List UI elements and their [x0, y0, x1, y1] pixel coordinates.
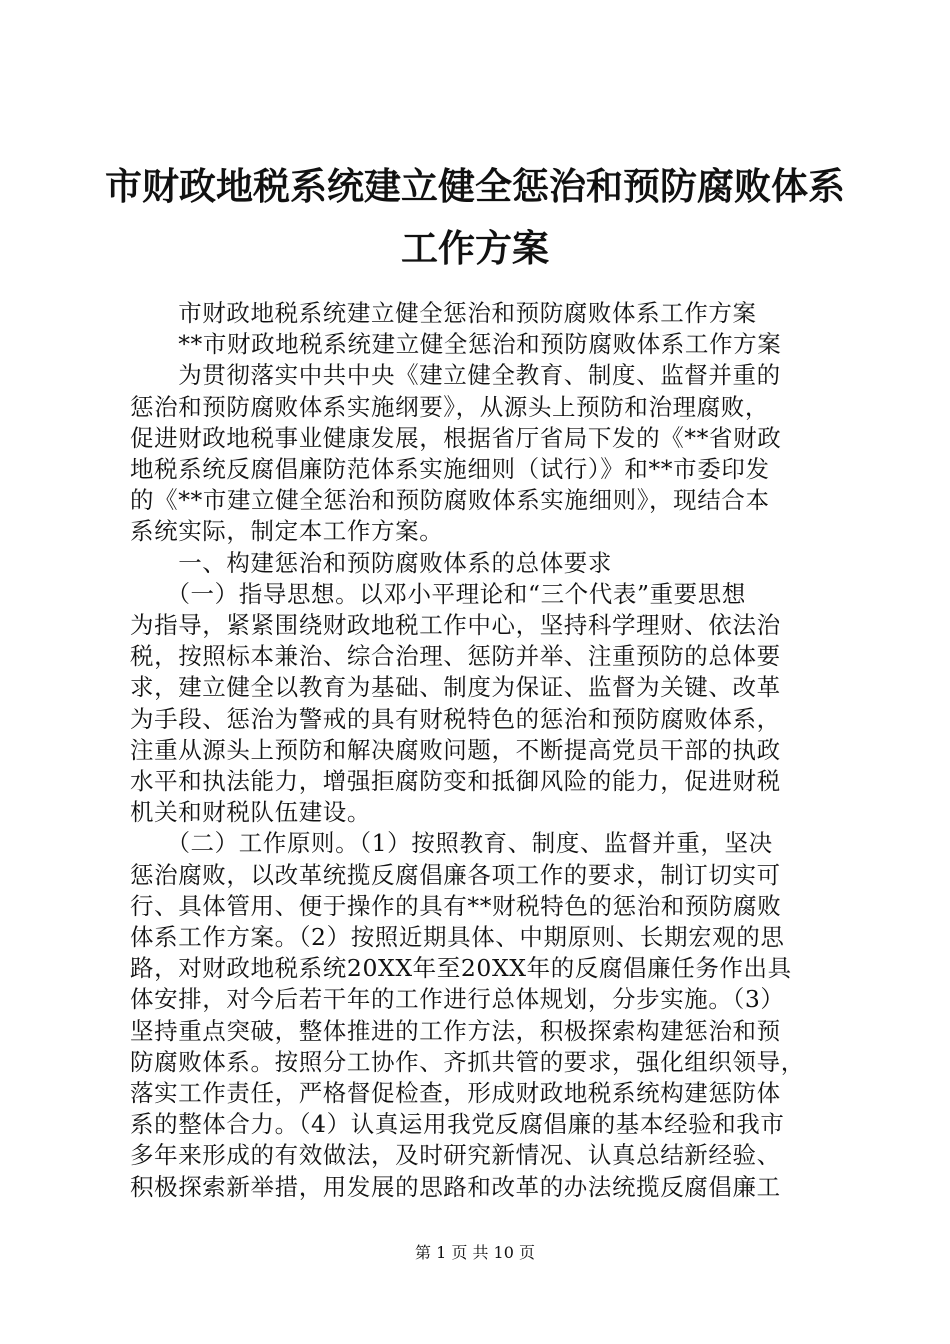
paragraph-line: 为指导，紧紧围绕财政地税工作中心，坚持科学理财、依法治: [130, 611, 781, 639]
paragraph-line: 系统实际，制定本工作方案。: [130, 517, 444, 546]
paragraph-line: 防腐败体系。按照分工协作、齐抓共管的要求，强化组织领导，: [130, 1047, 805, 1076]
paragraph-line: 注重从源头上预防和解决腐败问题，不断提高党员干部的执政: [130, 735, 781, 764]
paragraph-line: 地税系统反腐倡廉防范体系实施细则（试行）》和**市委印发: [130, 455, 770, 483]
paragraph-line: 落实工作责任，严格督促检查，形成财政地税系统构建惩防体: [130, 1079, 781, 1107]
paragraph-line: （一）指导思想。以邓小平理论和“三个代表”重要思想: [130, 579, 746, 608]
paragraph-line: 惩治腐败，以改革统揽反腐倡廉各项工作的要求，制订切实可: [130, 860, 781, 889]
paragraph-line: 积极探索新举措，用发展的思路和改革的办法统揽反腐倡廉工: [130, 1172, 781, 1201]
paragraph-line: 行、具体管用、便于操作的具有**财税特色的惩治和预防腐败: [130, 891, 782, 920]
paragraph-line: （二）工作原则。（1）按照教育、制度、监督并重，坚决: [130, 829, 773, 858]
document-title-line-2: 工作方案: [401, 226, 549, 270]
paragraph-line: 促进财政地税事业健康发展，根据省厅省局下发的《**省财政: [130, 423, 782, 452]
paragraph-line: 机关和财税队伍建设。: [130, 798, 371, 827]
paragraph-line: 多年来形成的有效做法，及时研究新情况、认真总结新经验、: [130, 1141, 781, 1170]
paragraph-line: 一、构建惩治和预防腐败体系的总体要求: [130, 548, 612, 577]
paragraph-line: 的《**市建立健全惩治和预防腐败体系实施细则》，现结合本: [130, 486, 770, 515]
paragraph-line: 为手段、惩治为警戒的具有财税特色的惩治和预防腐败体系，: [130, 704, 781, 733]
paragraph-line: 体系工作方案。（2）按照近期具体、中期原则、长期宏观的思: [130, 923, 785, 951]
paragraph-line: **市财政地税系统建立健全惩治和预防腐败体系工作方案: [130, 330, 782, 359]
paragraph-line: 求，建立健全以教育为基础、制度为保证、监督为关键、改革: [130, 673, 781, 702]
paragraph-line: 为贯彻落实中共中央《建立健全教育、制度、监督并重的: [130, 361, 781, 390]
paragraph-line: 水平和执法能力，增强拒腐防变和抵御风险的能力，促进财税: [130, 767, 781, 795]
paragraph-line: 路，对财政地税系统20XX年至20XX年的反腐倡廉任务作出具: [130, 954, 792, 983]
paragraph-line: 系的整体合力。（4）认真运用我党反腐倡廉的基本经验和我市: [130, 1110, 785, 1139]
paragraph-line: 体安排，对今后若干年的工作进行总体规划，分步实施。（3）: [130, 985, 785, 1014]
paragraph-line: 惩治和预防腐败体系实施纲要》，从源头上预防和治理腐败，: [130, 392, 769, 421]
paragraph-line: 坚持重点突破，整体推进的工作方法，积极探索构建惩治和预: [130, 1016, 781, 1045]
document-title-line-1: 市财政地税系统建立健全惩治和预防腐败体系: [105, 164, 845, 208]
paragraph-line: 税，按照标本兼治、综合治理、惩防并举、注重预防的总体要: [130, 642, 781, 671]
page-footer: 第 1 页 共 10 页: [415, 1243, 535, 1262]
paragraph-line: 市财政地税系统建立健全惩治和预防腐败体系工作方案: [130, 299, 757, 327]
